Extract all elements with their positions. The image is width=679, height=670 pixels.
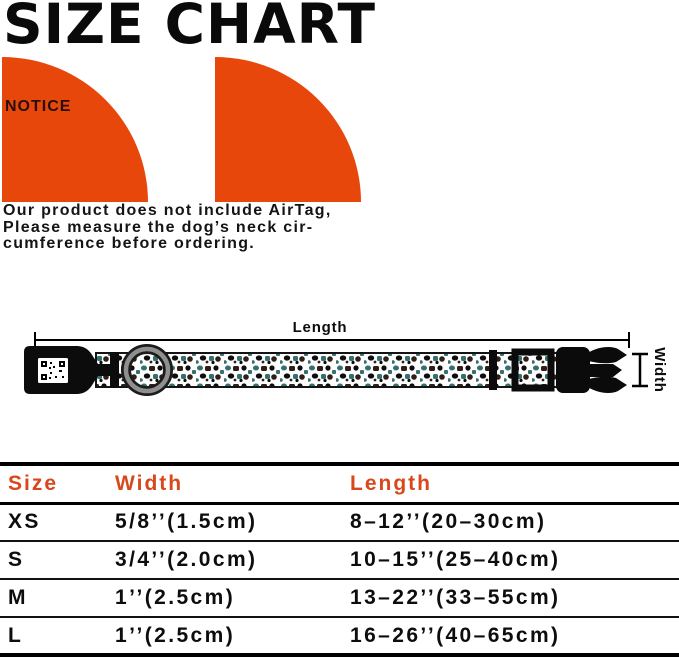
notice-text-line3: cumference before ordering. — [3, 235, 256, 252]
table-row-s — [0, 541, 679, 579]
size-table — [0, 462, 679, 657]
notice-quarter-shape-right — [215, 57, 361, 202]
column-header-width: Width — [115, 471, 184, 495]
page-title: SIZE CHART — [3, 0, 377, 56]
cell-length: 13–22’’(33–55cm) — [350, 586, 561, 609]
qr-code — [38, 358, 68, 383]
column-header-size: Size — [8, 471, 59, 495]
buckle-male — [556, 347, 627, 393]
cell-size: S — [8, 548, 25, 571]
table-row-xs — [0, 503, 679, 541]
cell-width: 5/8’’(1.5cm) — [115, 510, 258, 534]
length-label: Length — [292, 319, 348, 336]
size-table-header-row — [0, 464, 679, 503]
width-measure-line — [632, 354, 648, 386]
slider-bar — [489, 350, 497, 390]
cell-width: 1’’(2.5cm) — [115, 623, 236, 647]
notice-text — [3, 203, 332, 253]
cell-size: XS — [8, 510, 41, 534]
cell-width: 1’’(2.5cm) — [115, 586, 236, 609]
column-header-length: Length — [350, 471, 432, 495]
cell-length: 16–26’’(40–65cm) — [350, 623, 561, 647]
notice-quarter-shape-left — [2, 57, 148, 202]
cell-length: 10–15’’(25–40cm) — [350, 548, 561, 571]
cell-width: 3/4’’(2.0cm) — [115, 548, 258, 571]
collar-measurement-diagram — [0, 310, 679, 420]
notice-text-line2: Please measure the dog’s neck cir- — [3, 218, 314, 236]
table-row-m — [0, 579, 679, 617]
notice-text-line1: Our product does not include AirTag, — [3, 202, 332, 219]
table-row-l — [0, 617, 679, 655]
notice-label: NOTICE — [5, 98, 72, 115]
cell-size: M — [8, 586, 28, 609]
cell-length: 8–12’’(20–30cm) — [350, 510, 547, 534]
cell-size: L — [8, 623, 24, 647]
width-label: Width — [651, 347, 668, 393]
